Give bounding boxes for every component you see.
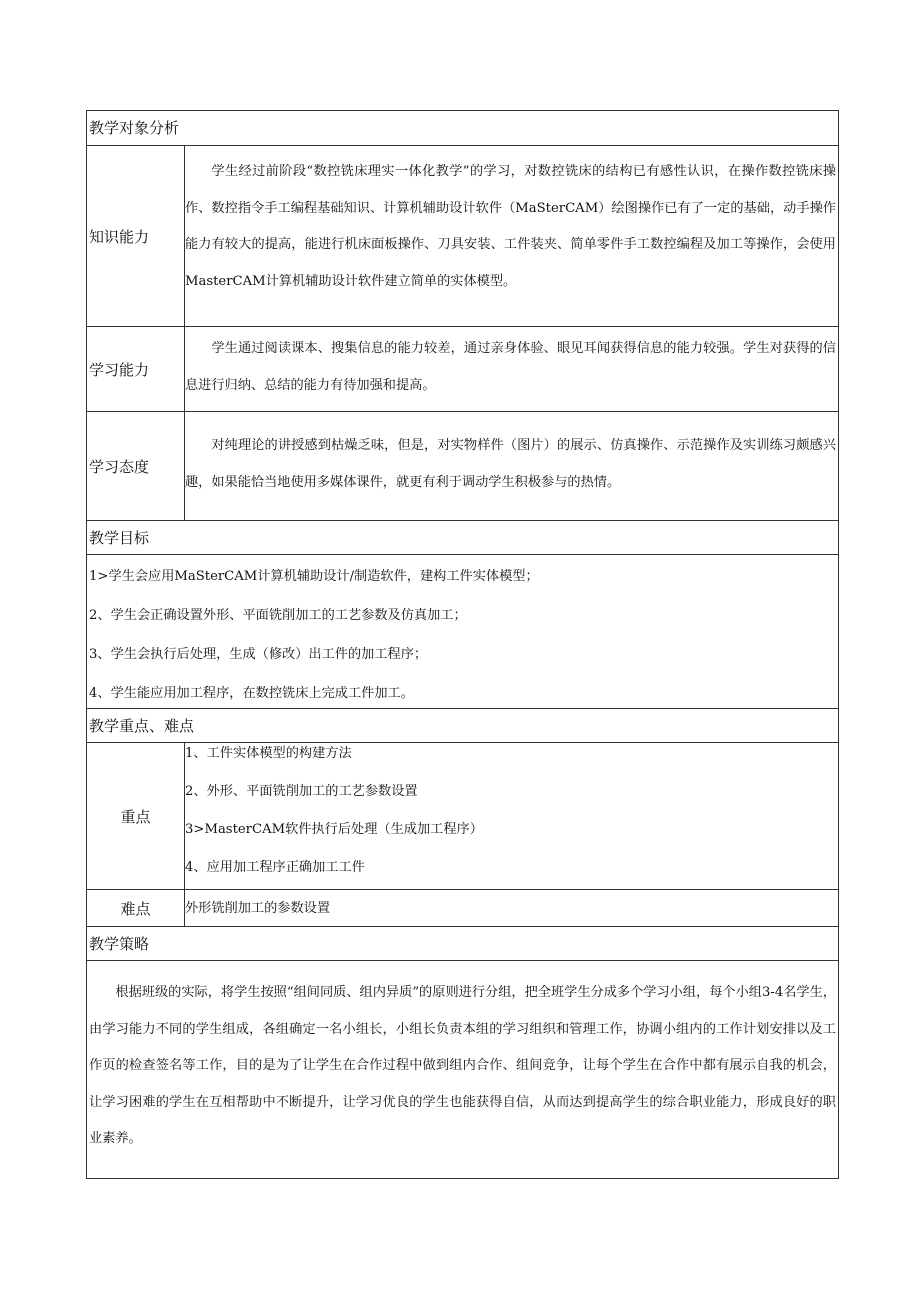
knowledge-text: 学生经过前阶段“数控铣床理实一体化教学”的学习，对数控铣床的结构已有感性认识，在操作数控铣床操作、数控指令手工编程基础知识、计算机辅助设计软件（MaSterCAM）绘图操作已有了一定的基础，动手操作能力有较大的提高，能进行机床面板操作、刀具安装、工件装夹、简单零件手工数控编程及加工等操作，会使用MasterCAM计算机辅助设计软件建立简单的实体模型。 [185, 164, 836, 289]
knowledge-row [87, 145, 838, 326]
focus-item: 3>MasterCAM软件执行后处理（生成加工程序） [185, 822, 483, 837]
focus-label: 重点 [87, 743, 185, 889]
knowledge-label: 知识能力 [87, 146, 185, 326]
focus-item: 4、应用加工程序正确加工工件 [185, 860, 365, 875]
attitude-row [87, 411, 838, 520]
strategy-cell [87, 960, 838, 1178]
goals-list [87, 554, 838, 708]
focus-item: 2、外形、平面铣削加工的工艺参数设置 [185, 784, 418, 799]
difficulty-label: 难点 [87, 890, 185, 926]
difficulty-cell [185, 890, 838, 926]
learning-label: 学习能力 [87, 327, 185, 411]
learning-text: 学生通过阅读课本、搜集信息的能力较差，通过亲身体验、眼见耳闻获得信息的能力较强。学生对获得的信息进行归纳、总结的能力有待加强和提高。 [185, 341, 836, 393]
attitude-cell [185, 412, 838, 520]
focus-item: 1、工件实体模型的构建方法 [185, 746, 352, 761]
lesson-plan-table [86, 110, 839, 1179]
attitude-label: 学习态度 [87, 412, 185, 520]
strategy-header: 教学策略 [87, 926, 838, 960]
difficulty-row [87, 889, 838, 926]
goal-item: 1>学生会应用MaSterCAM计算机辅助设计/制造软件，建构工件实体模型； [89, 569, 539, 584]
goals-header: 教学目标 [87, 520, 838, 554]
goal-item: 3、学生会执行后处理，生成（修改）出工件的加工程序； [89, 647, 428, 662]
goal-item: 4、学生能应用加工程序，在数控铣床上完成工件加工。 [89, 686, 414, 701]
goal-item: 2、学生会正确设置外形、平面铣削加工的工艺参数及仿真加工； [89, 608, 467, 623]
keypoints-header: 教学重点、难点 [87, 708, 838, 742]
learning-cell [185, 327, 838, 411]
focus-cell [185, 735, 838, 889]
strategy-text: 根据班级的实际，将学生按照“组间同质、组内异质”的原则进行分组，把全班学生分成多个学习小组，每个小组3-4名学生，由学习能力不同的学生组成，各组确定一名小组长，小组长负责本组的学习组织和管理工作，协调小组内的工作计划安排以及工作页的检查签名等工作，目的是为了让学生在合作过程中做到组内合作、组间竞争，让每个学生在合作中都有展示自我的机会，让学习困难的学生在互相帮助中不断提升，让学习优良的学生也能获得自信，从而达到提高学生的综合职业能力，形成良好的职业素养。 [89, 985, 836, 1146]
audience-header: 教学对象分析 [89, 119, 180, 137]
knowledge-cell [185, 146, 838, 326]
difficulty-text: 外形铣削加工的参数设置 [185, 901, 331, 916]
focus-row [87, 742, 838, 889]
learning-row [87, 326, 838, 411]
attitude-text: 对纯理论的讲授感到枯燥乏味，但是，对实物样件（图片）的展示、仿真操作、示范操作及实训练习颇感兴趣，如果能恰当地使用多媒体课件，就更有利于调动学生积极参与的热情。 [185, 438, 836, 490]
